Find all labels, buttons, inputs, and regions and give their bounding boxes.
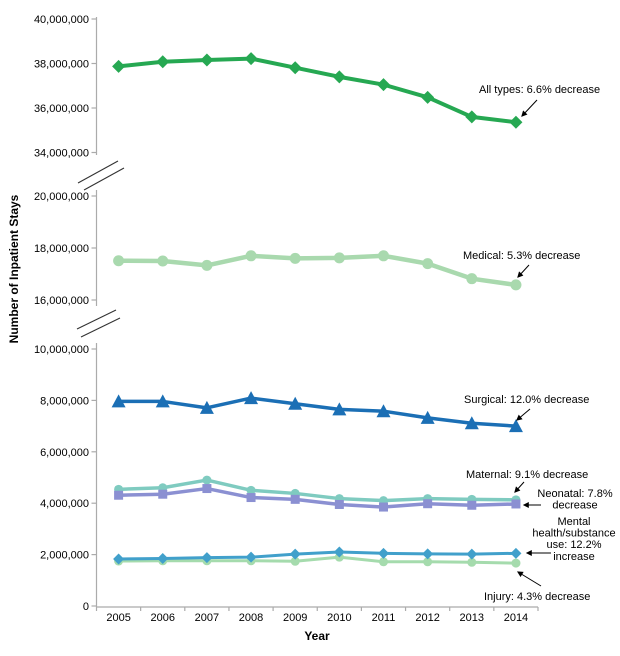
data-point-marker xyxy=(422,258,433,269)
y-tick-label: 10,000,000 xyxy=(33,344,89,356)
data-point-marker xyxy=(200,53,213,66)
data-point-marker xyxy=(422,548,433,559)
x-tick-label: 2014 xyxy=(503,612,529,624)
annotation-arrow xyxy=(522,100,537,116)
y-tick-label: 4,000,000 xyxy=(40,498,89,511)
x-tick-label: 2009 xyxy=(282,612,308,624)
annotation-label: Mental health/substance use: 12.2% increase xyxy=(532,516,616,563)
data-point-marker xyxy=(334,252,345,263)
data-point-marker xyxy=(378,250,389,261)
x-tick-label: 2005 xyxy=(106,612,131,624)
data-point-marker xyxy=(157,256,168,267)
annotation-label: Injury: 4.3% decrease xyxy=(484,591,591,603)
data-point-marker xyxy=(467,501,476,510)
annotation-arrow xyxy=(517,409,530,420)
x-tick-label: 2008 xyxy=(238,612,264,624)
data-point-marker xyxy=(510,548,521,559)
series-surgical xyxy=(112,391,523,432)
y-tick-label: 2,000,000 xyxy=(40,549,89,562)
annotation-label: Maternal: 9.1% decrease xyxy=(466,469,589,481)
y-tick-label: 0 xyxy=(82,601,89,613)
y-tick-label: 40,000,000 xyxy=(33,14,89,26)
annotation-medical xyxy=(463,250,580,277)
axis-break-mark xyxy=(78,161,118,183)
x-axis-title: Year xyxy=(304,629,330,643)
data-point-marker xyxy=(246,250,257,261)
data-point-marker xyxy=(113,255,124,266)
data-point-marker xyxy=(202,484,211,493)
data-point-marker xyxy=(156,55,169,68)
data-point-marker xyxy=(421,91,434,104)
data-point-marker xyxy=(509,116,522,129)
data-point-marker xyxy=(335,500,344,509)
data-point-marker xyxy=(511,499,520,508)
series-all_types xyxy=(112,52,522,129)
annotation-all_types xyxy=(479,84,600,116)
annotation-surgical xyxy=(464,394,589,420)
annotation-label: Medical: 5.3% decrease xyxy=(463,250,581,262)
data-point-marker xyxy=(465,110,478,123)
data-point-marker xyxy=(291,495,300,504)
y-tick-label: 16,000,000 xyxy=(33,295,89,307)
data-point-marker xyxy=(333,70,346,83)
x-tick-label: 2012 xyxy=(415,612,440,624)
annotation-arrow xyxy=(518,572,541,586)
data-point-marker xyxy=(511,559,520,568)
data-point-marker xyxy=(245,52,258,65)
y-tick-label: 34,000,000 xyxy=(33,147,89,160)
x-tick-label: 2013 xyxy=(459,612,485,624)
annotation-arrow xyxy=(515,482,524,492)
data-point-marker xyxy=(114,491,123,500)
data-point-marker xyxy=(201,260,212,271)
y-tick-label: 6,000,000 xyxy=(40,446,89,459)
data-point-marker xyxy=(202,476,211,485)
data-point-marker xyxy=(379,503,388,512)
y-tick-label: 38,000,000 xyxy=(33,58,89,71)
y-tick-label: 18,000,000 xyxy=(33,243,89,255)
y-axis-title: Number of Inpatient Stays xyxy=(7,194,21,344)
annotation-label: Neonatal: 7.8% decrease xyxy=(537,488,613,512)
x-tick-label: 2010 xyxy=(327,612,352,624)
annotation-mental xyxy=(527,516,616,563)
x-tick-label: 2006 xyxy=(150,612,175,624)
data-point-marker xyxy=(290,549,301,560)
axis-break-mark xyxy=(81,318,120,337)
data-point-marker xyxy=(466,273,477,284)
x-tick-label: 2011 xyxy=(371,612,396,624)
annotation-arrow xyxy=(518,265,529,277)
data-point-marker xyxy=(466,549,477,560)
data-point-marker xyxy=(289,61,302,74)
data-point-marker xyxy=(423,499,432,508)
annotation-neonatal xyxy=(524,488,613,512)
data-point-marker xyxy=(247,493,256,502)
annotation-injury xyxy=(484,572,590,603)
data-point-marker xyxy=(112,60,125,73)
series-medical xyxy=(113,250,521,290)
data-point-marker xyxy=(377,78,390,91)
y-tick-label: 36,000,000 xyxy=(33,103,89,115)
axis-break-mark xyxy=(84,168,124,190)
annotation-label: All types: 6.6% decrease xyxy=(479,84,601,96)
x-tick-label: 2007 xyxy=(194,612,220,624)
data-point-marker xyxy=(290,253,301,264)
data-point-marker xyxy=(378,548,389,559)
axis-break-mark xyxy=(77,310,116,329)
series-line-medical xyxy=(119,256,516,285)
annotation-label: Surgical: 12.0% decrease xyxy=(464,394,590,406)
series-line-surgical xyxy=(119,398,516,426)
data-point-marker xyxy=(158,490,167,499)
series-line-maternal xyxy=(119,480,516,501)
y-tick-label: 20,000,000 xyxy=(33,191,89,203)
y-tick-label: 8,000,000 xyxy=(40,395,89,408)
series-line-all_types xyxy=(119,59,516,123)
data-point-marker xyxy=(510,279,521,290)
